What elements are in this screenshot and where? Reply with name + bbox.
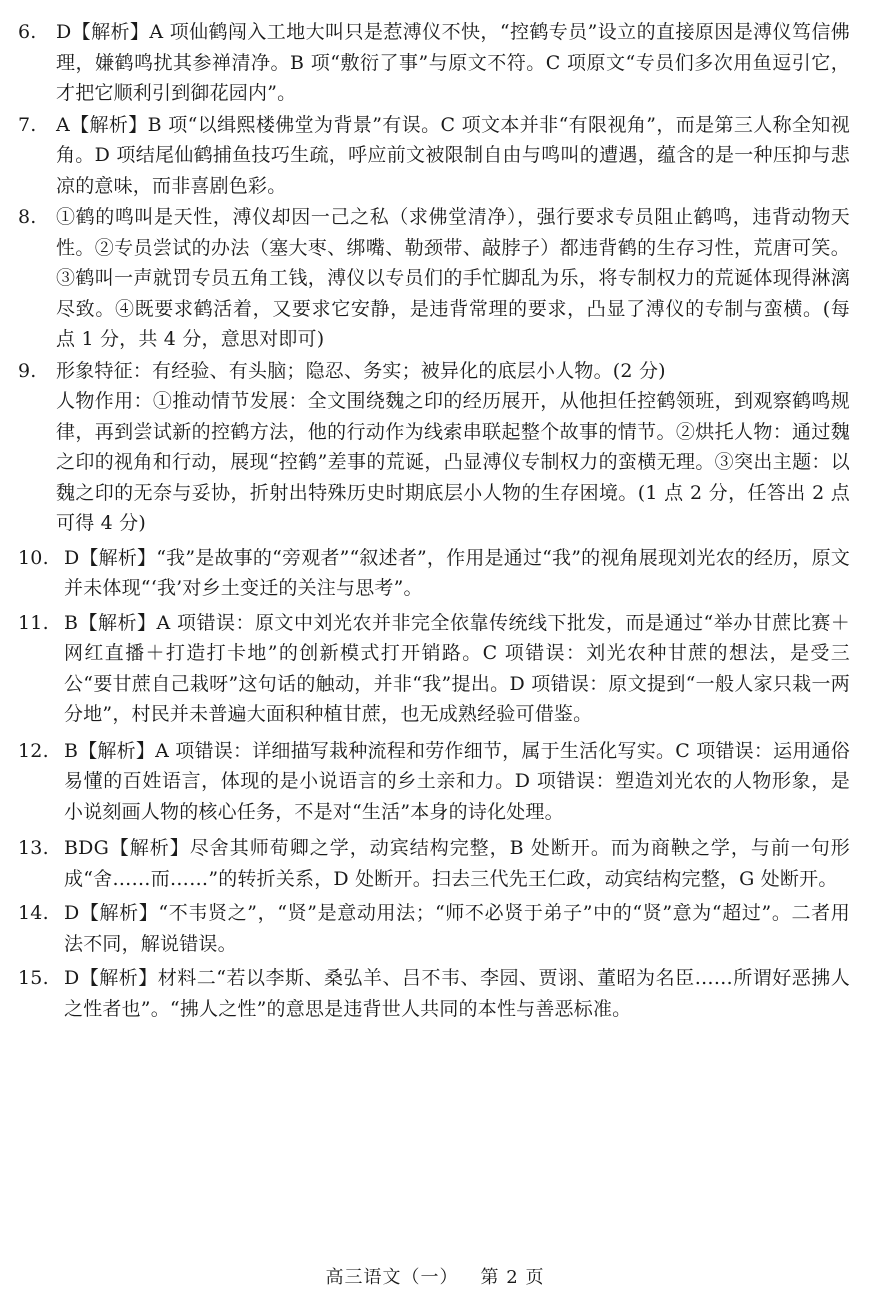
answer-item-12 (18, 736, 850, 828)
item-number: 12. (18, 739, 49, 762)
item-text: 形象特征：有经验、有头脑；隐忍、务实；被异化的底层小人物。(2 分) (56, 359, 666, 382)
answer-item-15 (18, 963, 850, 1024)
item-body (64, 736, 850, 828)
item-body (64, 963, 850, 1024)
item-text: D【解析】“不韦贤之”，“贤”是意动用法；“师不必贤于弟子”中的“贤”意为“超过”。二者用法不同，解说错误。 (64, 902, 850, 955)
item-text: ①鹤的鸣叫是天性，溥仪却因一己之私（求佛堂清净），强行要求专员阻止鹤鸣，违背动物天性。②专员尝试的办法（塞大枣、绑嘴、勒颈带、敲脖子）都违背鹤的生存习性，荒唐可笑。③鹤叫一声就罚专员五角工钱，溥仪以专员们的手忙脚乱为乐，将专制权力的荒诞体现得淋漓尽致。④既要求鹤活着，又要求它安静，是违背常理的要求，凸显了溥仪的专制与蛮横。(每点 1 分，共 4 分，意思对即可) (56, 206, 850, 350)
footer-page-number: 第 2 页 (480, 1267, 545, 1288)
item-body (64, 833, 850, 894)
item-text: 人物作用：①推动情节发展：全文围绕魏之印的经历展开，从他担任控鹤领班，到观察鹤鸣规律，再到尝试新的控鹤方法，他的行动作为线索串联起整个故事的情节。②烘托人物：通过魏之印的视角和行动，展现“控鹤”差事的荒诞，凸显溥仪专制权力的蛮横无理。③突出主题：以魏之印的无奈与妥协，折射出特殊历史时期底层小人物的生存困境。(1 点 2 分，任答出 2 点可得 4 分) (56, 390, 850, 534)
answer-item-11 (18, 608, 850, 730)
answer-item-10 (18, 543, 850, 604)
item-body (56, 356, 850, 539)
answer-item-9 (18, 356, 850, 539)
item-body (64, 898, 850, 959)
item-number: 6. (18, 21, 37, 43)
item-body (64, 608, 850, 730)
item-number: 11. (18, 611, 49, 634)
answer-item-6 (18, 17, 850, 109)
item-text: A【解析】B 项“以缉熙楼佛堂为背景”有误。C 项文本并非“有限视角”，而是第三人称全知视角。D 项结尾仙鹤捕鱼技巧生疏，呼应前文被限制自由与鸣叫的遭遇，蕴含的是一种压抑与悲凉的意味，而非喜剧色彩。 (56, 113, 850, 197)
item-number: 13. (18, 837, 49, 859)
answer-item-14 (18, 898, 850, 959)
item-number: 14. (18, 902, 49, 924)
item-text: D【解析】A 项仙鹤闯入工地大叫只是惹溥仪不快，“控鹤专员”设立的直接原因是溥仪笃信佛理，嫌鹤鸣扰其参禅清净。B 项“敷衍了事”与原文不符。C 项原文“专员们多次用鱼逗引它，才把它顺利引到御花园内”。 (56, 21, 850, 104)
item-number: 9. (18, 359, 37, 382)
item-number: 8. (18, 206, 37, 228)
footer-subject: 高三语文（一） (325, 1267, 459, 1288)
item-body (56, 202, 850, 355)
item-number: 15. (18, 967, 49, 989)
item-number: 7. (18, 113, 37, 136)
page-footer (0, 1263, 870, 1289)
item-text: D【解析】“我”是故事的“旁观者”“叙述者”，作用是通过“我”的视角展现刘光农的经历，原文并未体现“‘我’对乡土变迁的关注与思考”。 (64, 546, 850, 599)
item-text: B【解析】A 项错误：原文中刘光农并非完全依靠传统线下批发，而是通过“举办甘蔗比赛＋网红直播＋打造打卡地”的创新模式打开销路。C 项错误：刘光农种甘蔗的想法，是受三公“要甘蔗自己栽呀”这句话的触动，并非“我”提出。D 项错误：原文提到“一般人家只栽一两分地”，村民并未普遍大面积种植甘蔗，也无成熟经验可借鉴。 (64, 611, 850, 725)
item-number: 10. (18, 546, 49, 569)
item-text: BDG【解析】尽舍其师荀卿之学，动宾结构完整，B 处断开。而为商鞅之学，与前一句形成“舍……而……”的转折关系，D 处断开。扫去三代先王仁政，动宾结构完整，G 处断开。 (64, 837, 850, 890)
item-text: B【解析】A 项错误：详细描写栽种流程和劳作细节，属于生活化写实。C 项错误：运用通俗易懂的百姓语言，体现的是小说语言的乡土亲和力。D 项错误：塑造刘光农的人物形象，是小说刻画人物的核心任务，不是对“生活”本身的诗化处理。 (64, 739, 850, 823)
item-body (64, 543, 850, 604)
answer-item-7 (18, 110, 850, 202)
answer-item-13 (18, 833, 850, 894)
answer-item-8 (18, 202, 850, 355)
item-body (56, 110, 850, 202)
item-body (56, 17, 850, 109)
item-text: D【解析】材料二“若以李斯、桑弘羊、吕不韦、李园、贾诩、董昭为名臣……所谓好恶拂人之性者也”。“拂人之性”的意思是违背世人共同的本性与善恶标准。 (64, 967, 850, 1020)
